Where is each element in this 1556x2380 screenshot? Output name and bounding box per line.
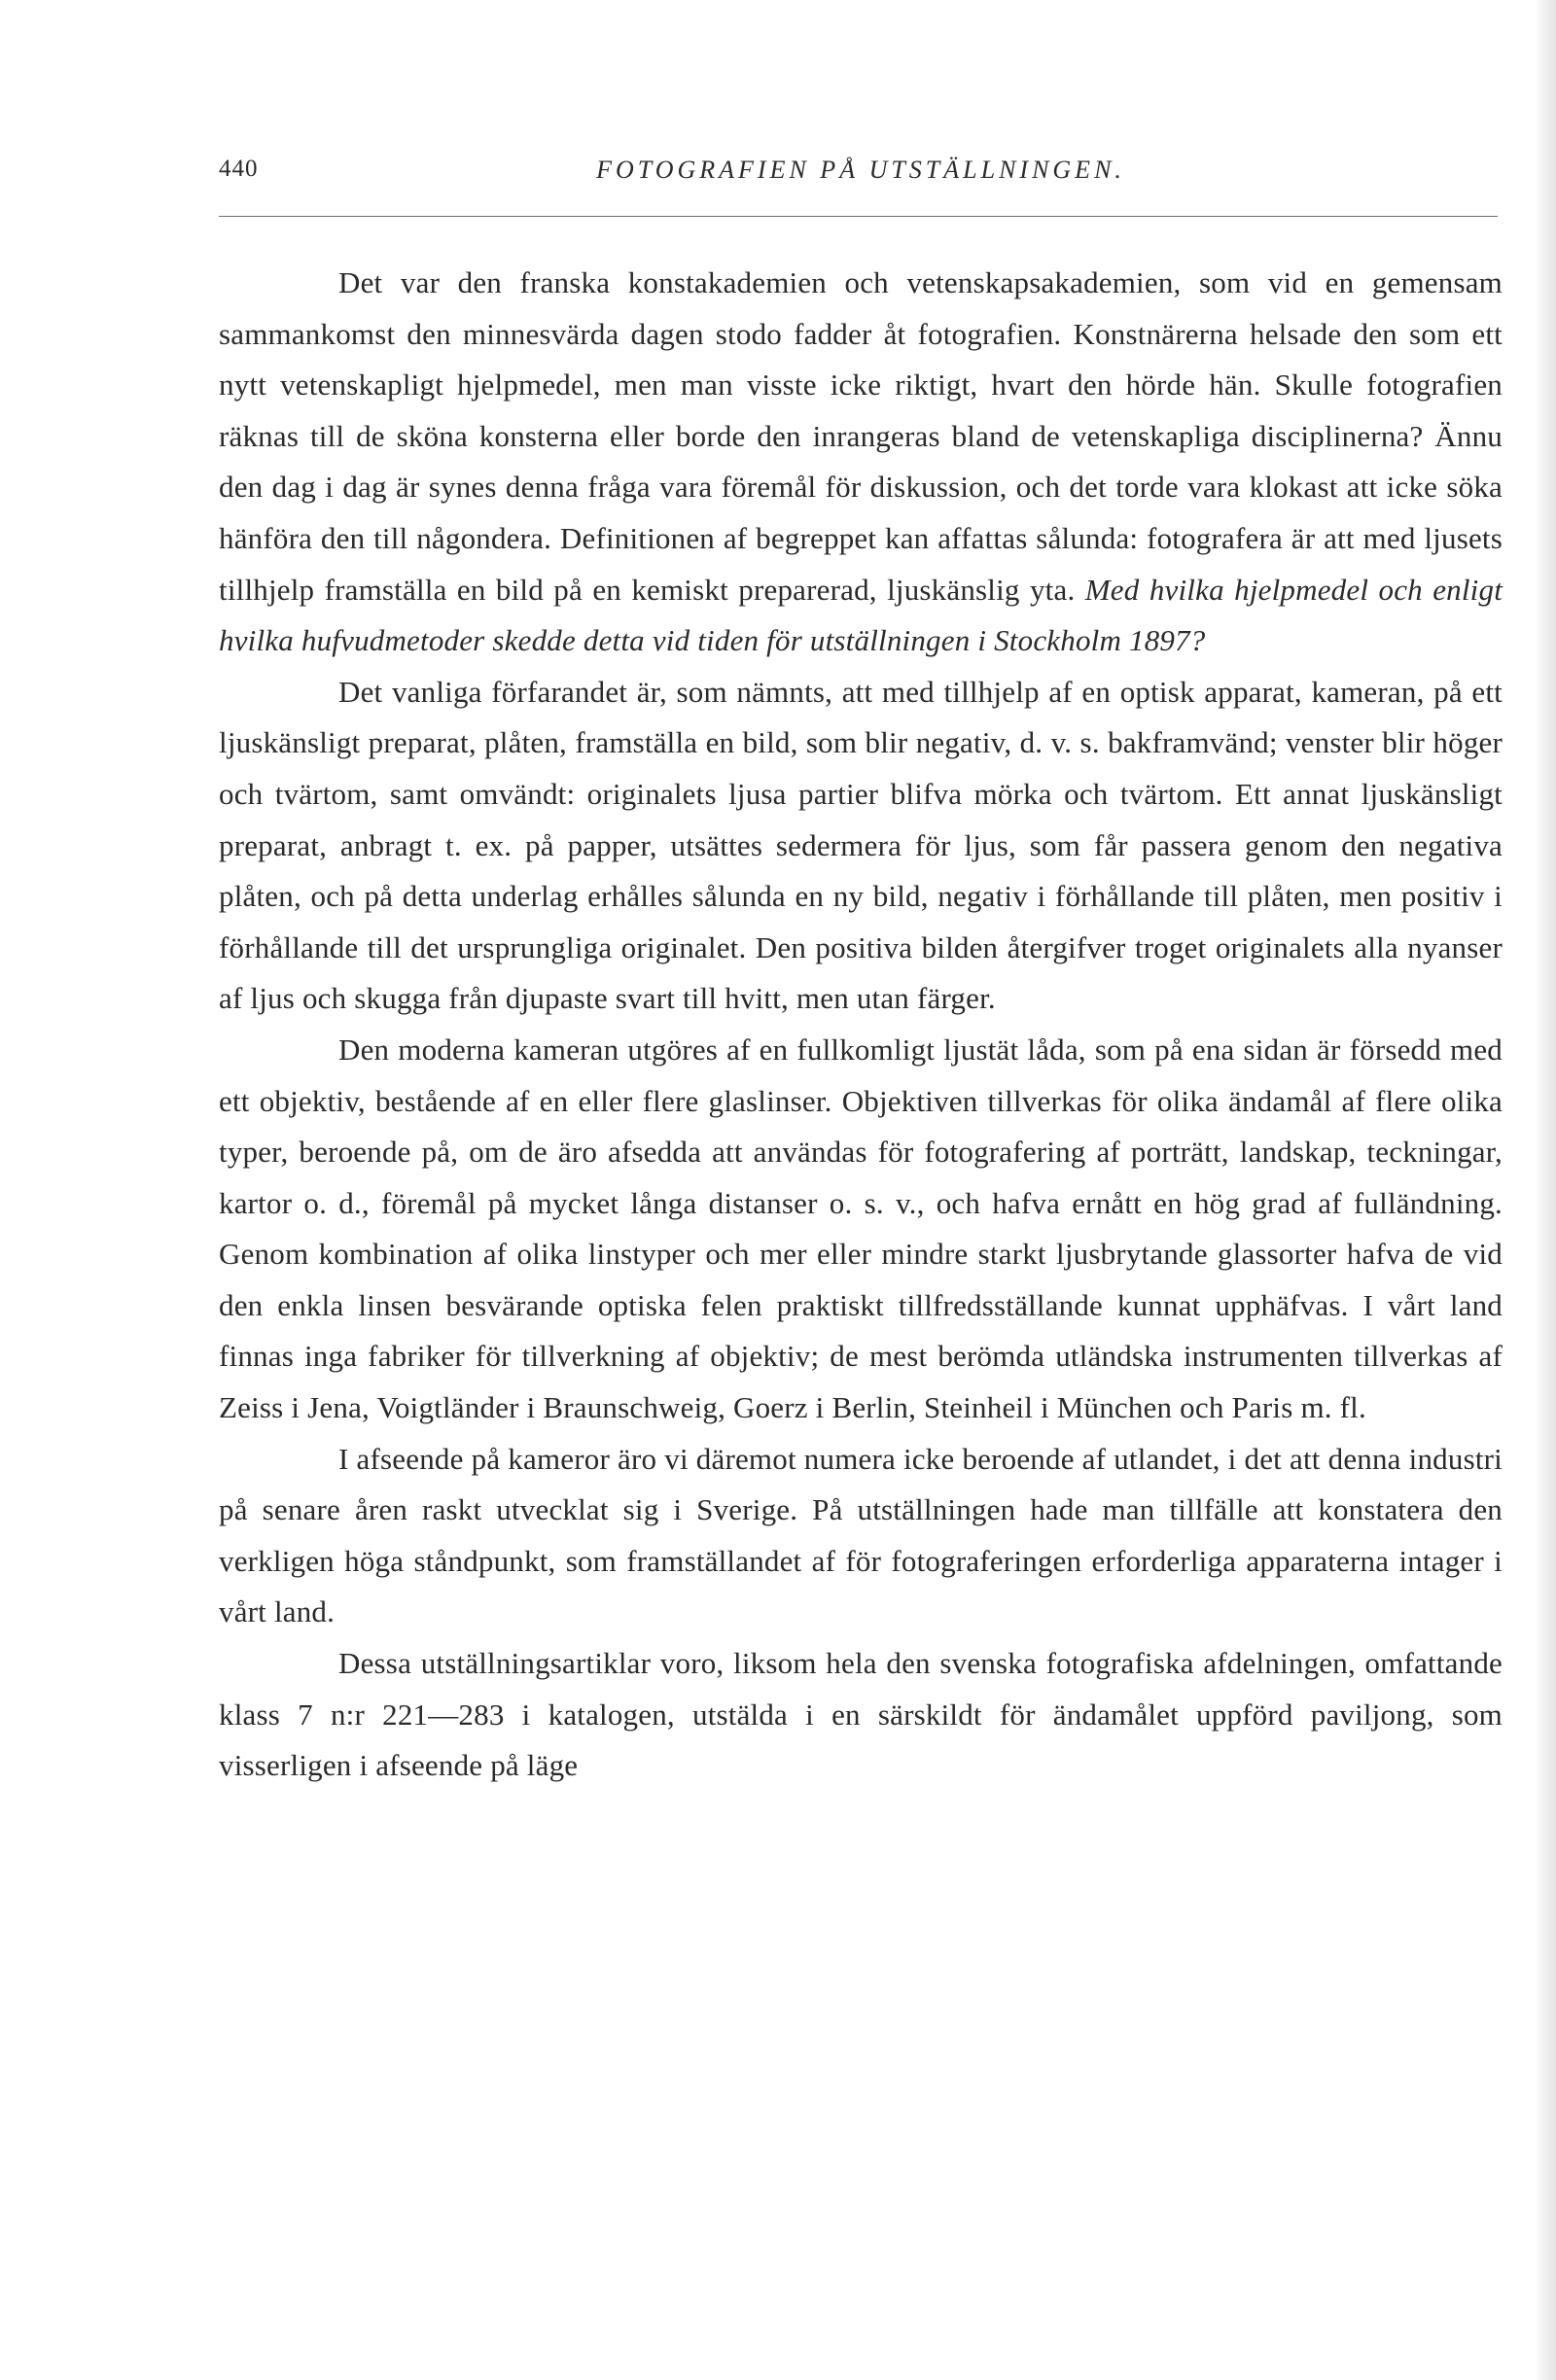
page-header — [219, 156, 1503, 214]
header-rule — [219, 216, 1498, 217]
paragraph-5: Dessa utställningsartiklar voro, liksom hela den svenska fotografiska afdelningen, omfattande klass 7 n:r 221—283 i katalogen, utstälda i en särskildt för ändamålet uppförd paviljong, som visserligen i afseende på läge — [219, 1646, 1503, 1783]
paragraph-1-italic-question: Med hvilka hjelpmedel och enligt hvilka hufvudmetoder skedde detta vid tiden för utställningen i Stockholm 1897? — [219, 572, 1503, 658]
paragraph-1 — [219, 258, 1503, 667]
page-edge-shadow — [1535, 0, 1556, 2380]
body-text — [219, 258, 1503, 1792]
page-number: 440 — [219, 156, 259, 182]
paragraph-2: Det vanliga förfarandet är, som nämnts, att med tillhjelp af en optisk apparat, kameran, på ett ljuskänsligt preparat, plåten, framställa en bild, som blir negativ, d. v. s. bakframvänd; venster blir höger och tvärtom, samt omvändt: originalets ljusa partier blifva mörka och tvärtom. Ett annat ljuskänsligt preparat, anbragt t. ex. på papper, utsättes sedermera för ljus, som får passera genom den negativa plåten, och på detta underlag erhålles sålunda en ny bild, negativ i förhållande till plåten, men positiv i förhållande till det ursprungliga originalet. Den positiva bilden återgifver troget originalets alla nyanser af ljus och skugga från djupaste svart till hvitt, men utan färger. — [219, 674, 1503, 1016]
running-title: FOTOGRAFIEN PÅ UTSTÄLLNINGEN. — [596, 156, 1125, 184]
paragraph-1-text: Det var den franska konstakademien och vetenskapsakademien, som vid en gemensam sammankomst den minnesvärda dagen stodo fadder åt fotografien. Konstnärerna helsade den som ett nytt vetenskapligt hjelpmedel, men man visste icke riktigt, hvart den hörde hän. Skulle fotografien räknas till de sköna konsterna eller borde den inrangeras bland de vetenskapliga disciplinerna? Ännu den dag i dag är synes denna fråga vara föremål för diskussion, och det torde vara klokast att icke söka hänföra den till någondera. Definitionen af begreppet kan affattas sålunda: fotografera är att med ljusets tillhjelp framställa en bild på en kemiskt preparerad, ljuskänslig yta. — [219, 265, 1503, 607]
paragraph-4: I afseende på kameror äro vi däremot numera icke beroende af utlandet, i det att denna industri på senare åren raskt utvecklat sig i Sverige. På utställningen hade man tillfälle att konstatera den verkligen höga ståndpunkt, som framställandet af för fotograferingen erforderliga apparaterna intager i vårt land. — [219, 1441, 1503, 1629]
paragraph-3: Den moderna kameran utgöres af en fullkomligt ljustät låda, som på ena sidan är försedd med ett objektiv, bestående af en eller flere glaslinser. Objektiven tillverkas för olika ändamål af flere olika typer, beroende på, om de äro afsedda att användas för fotografering af porträtt, landskap, teckningar, kartor o. d., föremål på mycket långa distanser o. s. v., och hafva ernått en hög grad af fulländning. Genom kombination af olika linstyper och mer eller mindre starkt ljusbrytande glassorter hafva de vid den enkla linsen besvärande optiska felen praktiskt tillfredsställande kunnat upphäfvas. I vårt land finnas inga fabriker för tillverkning af objektiv; de mest berömda utländska instrumenten tillverkas af Zeiss i Jena, Voigtländer i Braunschweig, Goerz i Berlin, Steinheil i München och Paris m. fl. — [219, 1032, 1503, 1425]
